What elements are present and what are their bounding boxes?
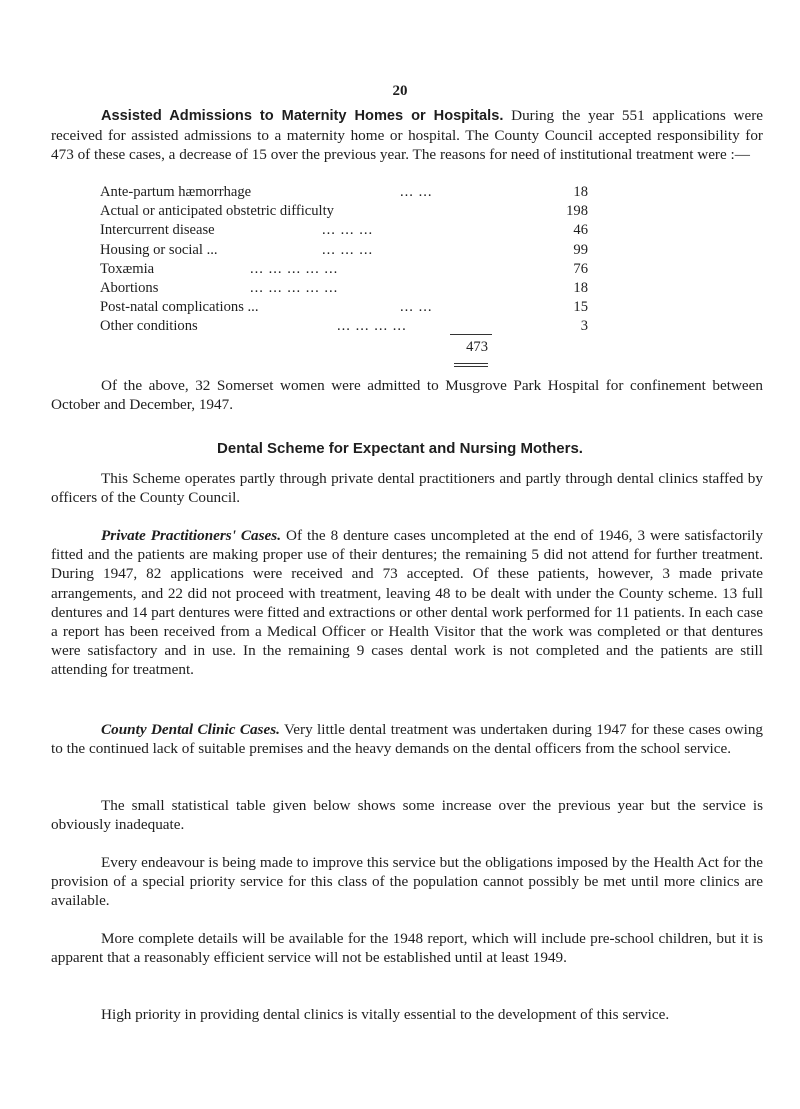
leader-dots: ... ... ... <box>322 222 374 239</box>
assisted-admissions-heading: Assisted Admissions to Maternity Homes or Hospitals. <box>101 108 504 124</box>
reason-count: 99 <box>573 241 588 258</box>
table-row <box>100 298 600 317</box>
report-paragraph <box>51 929 763 967</box>
dental-intro-paragraph <box>51 469 763 507</box>
endeavour-text: Every endeavour is being made to improve this service but the obligations imposed by the Health Act for the provision of a special priority service for this class of the population cannot possibly be met until more clinics are available. <box>51 854 763 910</box>
private-practitioners-heading: Private Practitioners' Cases. <box>101 527 282 544</box>
leader-dots: ... ... <box>400 299 433 316</box>
reason-count: 76 <box>573 260 588 277</box>
table-row <box>100 241 600 260</box>
report-text: More complete details will be available for the 1948 report, which will include pre-school children, but it is apparent that a reasonably efficient service will not be established until at least 1949. <box>51 930 763 967</box>
reason-label: Intercurrent disease <box>100 222 215 239</box>
endeavour-paragraph <box>51 853 763 911</box>
leader-dots: ... ... ... ... ... <box>250 279 339 296</box>
private-practitioners-paragraph <box>51 526 763 680</box>
priority-paragraph <box>51 1005 763 1024</box>
table-row <box>100 202 600 221</box>
leader-dots: ... ... ... <box>322 241 374 258</box>
reason-count: 18 <box>573 184 588 200</box>
reason-count: 15 <box>573 299 588 316</box>
total-double-rule-top <box>454 363 488 364</box>
priority-text: High priority in providing dental clinics is vitally essential to the development of this service. <box>101 1006 670 1023</box>
assisted-admissions-paragraph <box>51 106 763 165</box>
assisted-admissions-text: During the year 551 applications were received for assisted admissions to a maternity home or hospital. The County Council accepted responsibility for 473 of these cases, a decrease of 15 over the previous year. The reasons for need of institutional treatment were :— <box>51 107 764 164</box>
total-rule <box>450 334 492 335</box>
statistical-text: The small statistical table given below shows some increase over the previous year but the service is obviously inadequate. <box>51 797 763 834</box>
reason-label: Actual or anticipated obstetric difficulty <box>100 203 334 220</box>
statistical-paragraph <box>51 796 763 834</box>
reason-label: Other conditions <box>100 318 198 335</box>
reason-count: 3 <box>580 318 588 335</box>
dental-scheme-heading: Dental Scheme for Expectant and Nursing Mothers. <box>217 440 583 457</box>
reason-label: Toxæmia <box>100 260 155 277</box>
table-row <box>100 279 600 298</box>
musgrove-text: Of the above, 32 Somerset women were admitted to Musgrove Park Hospital for confinement between October and December, 1947. <box>51 377 763 414</box>
table-row <box>100 221 600 240</box>
dental-intro-text: This Scheme operates partly through private dental practitioners and partly through dental clinics staffed by officers of the County Council. <box>51 470 763 507</box>
table-row <box>100 183 600 202</box>
reason-count: 18 <box>573 279 588 296</box>
total-double-rule-bottom <box>454 366 488 367</box>
reason-label: Ante-partum hæmorrhage <box>100 184 252 200</box>
leader-dots: ... ... ... ... ... <box>250 260 339 277</box>
county-clinic-heading: County Dental Clinic Cases. <box>101 721 280 738</box>
county-clinic-paragraph <box>51 720 763 758</box>
table-row <box>100 317 600 336</box>
leader-dots: ... ... ... ... <box>337 318 407 335</box>
county-clinic-text: Very little dental treatment was undertaken during 1947 for these cases owing to the continued lack of suitable premises and the heavy demands on the dental officers from the school service. <box>51 721 764 758</box>
reason-label: Housing or social ... <box>100 241 218 258</box>
reasons-total: 473 <box>466 339 488 355</box>
reason-count: 198 <box>566 203 588 220</box>
musgrove-paragraph <box>51 376 763 414</box>
reasons-table <box>100 183 600 337</box>
page-number: 20 <box>392 83 408 99</box>
private-practitioners-text: Of the 8 denture cases uncompleted at the end of 1946, 3 were satisfactorily fitted and the patients are making proper use of their dentures; the remaining 5 did not attend for further treatment. During 1947, 82 applications were received and 73 accepted. Of these patients, however, 3 made private arrangements, and 22 did not proceed with treatment, leaving 48 to be dealt with under the County scheme. 13 full dentures and 14 part dentures were fitted and extractions or other dental work performed for 11 patients. In each case a report has been received from a Medical Officer or Health Visitor that the work was completed or that dentures were satisfactory and in use. In the remaining 9 cases dental work is not completed and the patients are still attending for treatment. <box>51 527 764 679</box>
reason-label: Post-natal complications ... <box>100 299 259 316</box>
reason-label: Abortions <box>100 279 159 296</box>
reason-count: 46 <box>573 222 588 239</box>
leader-dots: ... ... <box>400 184 433 200</box>
table-row <box>100 260 600 279</box>
